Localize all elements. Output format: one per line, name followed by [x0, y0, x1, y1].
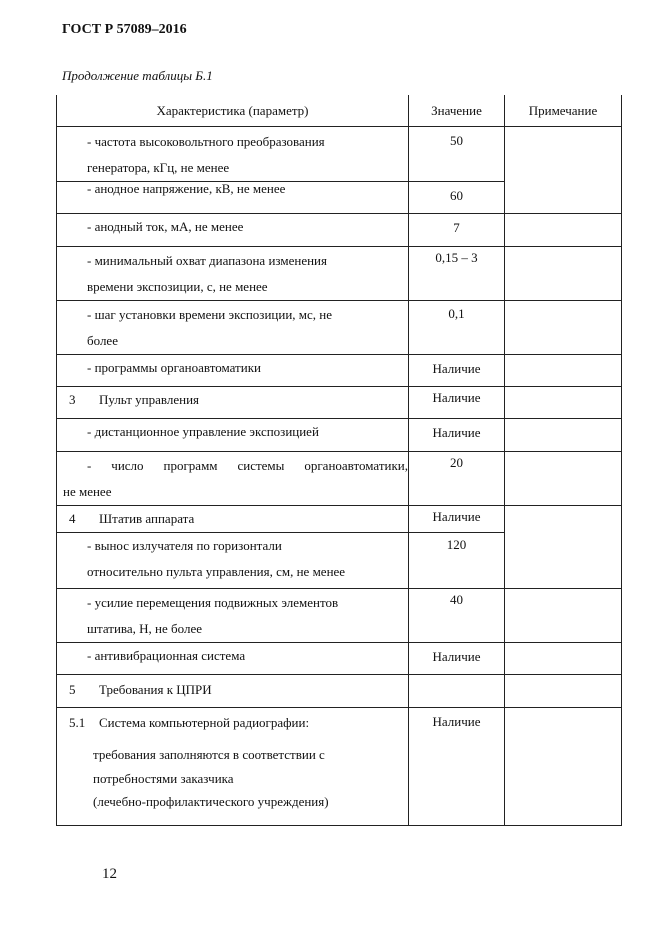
row-note: [505, 214, 622, 247]
row-text: генератора, кГц, не менее: [87, 160, 230, 175]
row-text: - число программ системы органоавтоматики,: [87, 458, 408, 473]
row-note: [505, 675, 622, 708]
row-value: [409, 675, 505, 708]
row-text: - вынос излучателя по горизонтали: [87, 538, 282, 553]
row-value: 60: [409, 182, 505, 214]
section-number: 5: [69, 682, 76, 697]
row-value: 7: [409, 214, 505, 247]
column-header-characteristic: Характеристика (параметр): [57, 95, 409, 127]
row-note: [505, 301, 622, 355]
row-note: [505, 387, 622, 419]
row-text: Штатив аппарата: [99, 511, 195, 526]
row-text: относительно пульта управления, см, не менее: [87, 564, 346, 579]
page-number: 12: [102, 866, 117, 882]
row-text: штатива, Н, не более: [87, 621, 202, 636]
row-note: [505, 355, 622, 387]
row-text: - антивибрационная система: [87, 648, 246, 663]
row-value: Наличие: [409, 355, 505, 387]
row-text: не менее: [63, 484, 112, 499]
row-text: времени экспозиции, с, не менее: [87, 279, 268, 294]
row-text: - анодный ток, мА, не менее: [87, 219, 244, 234]
row-text: - усилие перемещения подвижных элементов: [87, 595, 339, 610]
table-row: [57, 643, 622, 675]
table-row: [57, 387, 622, 419]
row-note: [505, 643, 622, 675]
row-text: более: [87, 333, 118, 348]
row-value: 50: [409, 127, 505, 182]
row-value: Наличие: [409, 643, 505, 675]
row-text: требования заполняются в соответствии с: [93, 747, 325, 762]
section-number: 3: [69, 392, 76, 407]
row-note: [505, 452, 622, 506]
section-number: 5.1: [69, 715, 86, 730]
column-header-note: Примечание: [505, 95, 622, 127]
column-header-value: Значение: [409, 95, 505, 127]
table-row: [57, 708, 622, 826]
table-row: [57, 214, 622, 247]
row-value: 0,15 – 3: [409, 247, 505, 301]
row-value: Наличие: [409, 708, 505, 826]
row-text: (лечебно-профилактического учреждения): [93, 794, 329, 809]
row-text: - анодное напряжение, кВ, не менее: [87, 181, 286, 196]
row-text: - шаг установки времени экспозиции, мс, не: [87, 307, 332, 322]
table-row: [57, 675, 622, 708]
row-value: Наличие: [409, 506, 505, 533]
row-note: [505, 589, 622, 643]
row-text: Система компьютерной радиографии:: [99, 715, 310, 730]
row-text: - дистанционное управление экспозицией: [87, 424, 319, 439]
row-note: [505, 247, 622, 301]
row-note: [505, 506, 622, 589]
row-note: [505, 708, 622, 826]
row-note: [505, 127, 622, 214]
row-value: Наличие: [409, 419, 505, 452]
row-text: Пульт управления: [99, 392, 200, 407]
characteristics-table: [56, 95, 621, 826]
row-value: Наличие: [409, 387, 505, 419]
row-note: [505, 419, 622, 452]
row-value: 0,1: [409, 301, 505, 355]
table-row: [57, 452, 622, 506]
row-value: 40: [409, 589, 505, 643]
section-number: 4: [69, 511, 76, 526]
row-text: - частота высоковольтного преобразования: [87, 134, 325, 149]
row-value: 120: [409, 533, 505, 589]
row-value: 20: [409, 452, 505, 506]
table-row: [57, 355, 622, 387]
row-text: - минимальный охват диапазона изменения: [87, 253, 327, 268]
table-row: [57, 419, 622, 452]
table-caption: Продолжение таблицы Б.1: [62, 68, 213, 83]
row-text: - программы органоавтоматики: [87, 360, 261, 375]
row-text: потребностями заказчика: [93, 771, 234, 786]
table-row: [57, 247, 622, 301]
table-row: [57, 301, 622, 355]
document-header: ГОСТ Р 57089–2016: [62, 22, 187, 37]
row-text: Требования к ЦПРИ: [99, 682, 212, 697]
table-row: [57, 589, 622, 643]
table-row: [57, 127, 622, 182]
table-row: [57, 506, 622, 533]
